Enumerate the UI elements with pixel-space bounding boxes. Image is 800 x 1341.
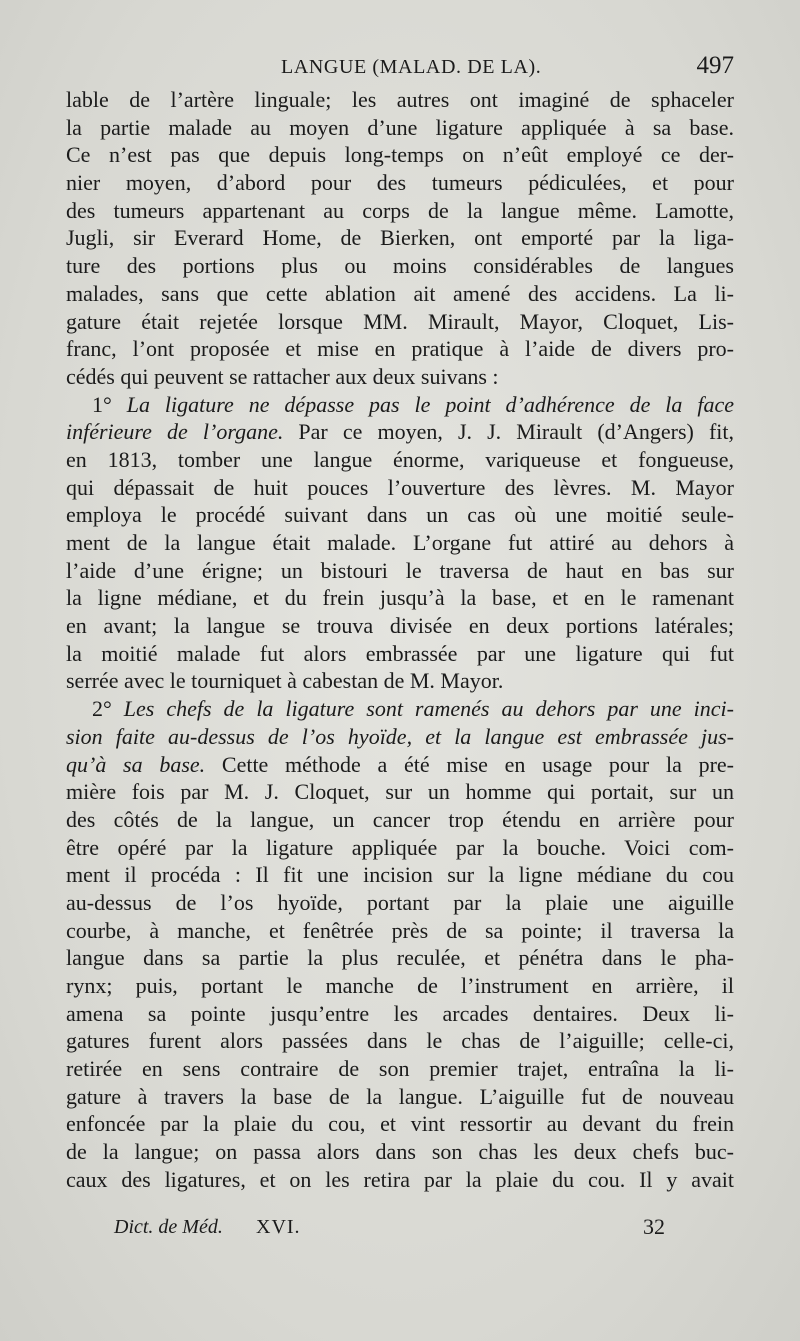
text-segment: la ligne médiane, et du frein jusqu’à la base, et en le ramenant bbox=[66, 585, 734, 611]
text-segment: Par ce moyen, J. J. Mirault (d’Angers) fit, bbox=[283, 419, 734, 445]
text-segment: franc, l’ont proposée et mise en pratique à l’aide de divers pro- bbox=[66, 336, 734, 362]
text-segment: ment de la langue était malade. L’organe fut attiré au dehors à bbox=[66, 530, 734, 555]
text-line bbox=[66, 1110, 734, 1138]
italic-text: sion faite au-dessus de l’os hyoïde, et la langue est embrassée jus- bbox=[66, 723, 734, 749]
text-line bbox=[66, 889, 734, 917]
text-segment: lable de l’artère linguale; les autres ont imaginé de sphaceler bbox=[66, 87, 734, 112]
text-segment: rynx; puis, portant le manche de l’instrument en arrière, il bbox=[66, 973, 734, 998]
text-line bbox=[66, 778, 734, 806]
text-segment: langue dans sa partie la plus reculée, et pénétra dans le pha- bbox=[66, 945, 734, 971]
text-line bbox=[66, 1083, 734, 1111]
text-line bbox=[66, 944, 734, 972]
text-line bbox=[66, 640, 734, 668]
text-segment: courbe, à manche, et fenêtrée près de sa pointe; il traversa la bbox=[66, 917, 734, 943]
text-segment: 2° bbox=[92, 696, 124, 722]
text-line bbox=[66, 141, 734, 169]
text-segment: Ce n’est pas que depuis long-temps on n’eût employé ce der- bbox=[66, 142, 734, 168]
text-segment: employa le procédé suivant dans un cas où une moitié seule- bbox=[66, 502, 734, 528]
text-segment: de la langue; on passa alors dans son chas les deux chefs buc- bbox=[66, 1139, 734, 1165]
text-segment: enfoncée par la plaie du cou, et vint ressortir au devant du frein bbox=[66, 1111, 734, 1137]
text-line bbox=[66, 806, 734, 834]
text-line bbox=[66, 1027, 734, 1055]
italic-text: qu’à sa base. bbox=[66, 751, 206, 777]
text-segment: l’aide d’une érigne; un bistouri le traversa de haut en bas sur bbox=[66, 557, 734, 583]
text-line bbox=[66, 474, 734, 502]
text-line bbox=[66, 501, 734, 529]
text-segment: gature à travers la base de la langue. L’aiguille fut de nouveau bbox=[66, 1083, 734, 1109]
text-segment: au-dessus de l’os hyoïde, portant par la plaie une aiguille bbox=[66, 889, 734, 915]
text-line bbox=[66, 280, 734, 308]
text-line bbox=[66, 695, 734, 723]
text-line bbox=[66, 169, 734, 197]
text-line bbox=[66, 114, 734, 142]
text-line bbox=[66, 1138, 734, 1166]
text-segment: Cette méthode a été mise en usage pour la pre- bbox=[205, 751, 734, 777]
text-line bbox=[66, 197, 734, 225]
italic-text: La ligature ne dépasse pas le point d’adhérence de la face bbox=[126, 391, 734, 417]
page-header bbox=[66, 50, 734, 84]
text-segment: des côtés de la langue, un cancer trop étendu en arrière pour bbox=[66, 806, 734, 832]
text-line bbox=[66, 1055, 734, 1083]
text-segment: la moitié malade fut alors embrassée par une ligature qui fut bbox=[66, 640, 734, 666]
text-segment: retirée en sens contraire de son premier trajet, entraîna la li- bbox=[66, 1056, 734, 1082]
text-line bbox=[66, 751, 734, 779]
text-segment: qui dépassait de huit pouces l’ouverture des lèvres. M. Mayor bbox=[66, 474, 734, 500]
text-line bbox=[66, 86, 734, 114]
text-segment: des tumeurs appartenant au corps de la langue même. Lamotte, bbox=[66, 197, 734, 223]
text-line bbox=[66, 612, 734, 640]
page-number: 497 bbox=[696, 52, 734, 79]
text-line bbox=[66, 917, 734, 945]
text-line bbox=[66, 667, 734, 695]
body-text bbox=[66, 86, 734, 1194]
text-line bbox=[66, 1000, 734, 1028]
text-line bbox=[66, 557, 734, 585]
signature-mark: 32 bbox=[643, 1214, 665, 1239]
text-segment: gature était rejetée lorsque MM. Mirault, Mayor, Cloquet, Lis- bbox=[66, 308, 734, 334]
text-segment: en avant; la langue se trouva divisée en deux portions latérales; bbox=[66, 613, 734, 639]
text-segment: ment il procéda : Il fit une incision sur la ligne médiane du cou bbox=[66, 862, 734, 888]
text-line bbox=[66, 335, 734, 363]
text-segment: être opéré par la ligature appliquée par la bouche. Voici com- bbox=[66, 834, 734, 860]
text-line bbox=[66, 861, 734, 889]
text-line bbox=[66, 529, 734, 557]
text-segment: Jugli, sir Everard Home, de Bierken, ont emporté par la liga- bbox=[66, 225, 734, 251]
text-segment: amena sa pointe jusqu’entre les arcades dentaires. Deux li- bbox=[66, 1000, 734, 1026]
text-segment: gatures furent alors passées dans le chas de l’aiguille; celle-ci, bbox=[66, 1028, 734, 1054]
text-line bbox=[66, 723, 734, 751]
text-line bbox=[66, 391, 734, 419]
text-segment: malades, sans que cette ablation ait amené des accidens. La li- bbox=[66, 280, 734, 306]
text-line bbox=[66, 1166, 734, 1194]
text-line bbox=[66, 308, 734, 336]
text-segment: nier moyen, d’abord pour des tumeurs pédiculées, et pour bbox=[66, 170, 734, 196]
footer-volume: XVI. bbox=[256, 1216, 301, 1238]
text-segment: la partie malade au moyen d’une ligature appliquée à sa base. bbox=[66, 114, 734, 140]
text-segment: caux des ligatures, et on les retira par la plaie du cou. Il y avait bbox=[66, 1166, 734, 1192]
running-title: LANGUE (MALAD. DE LA). bbox=[281, 56, 542, 78]
page-footer bbox=[66, 1216, 734, 1246]
text-line bbox=[66, 418, 734, 446]
text-line bbox=[66, 584, 734, 612]
text-segment: 1° bbox=[92, 391, 127, 417]
text-line bbox=[66, 252, 734, 280]
italic-text: Les chefs de la ligature sont ramenés au dehors par une inci- bbox=[123, 696, 734, 722]
footer-source: Dict. de Méd. bbox=[114, 1216, 223, 1238]
text-line bbox=[66, 363, 734, 391]
italic-text: inférieure de l’organe. bbox=[66, 419, 284, 445]
text-line bbox=[66, 834, 734, 862]
text-segment: en 1813, tomber une langue énorme, variqueuse et fongueuse, bbox=[66, 446, 734, 472]
text-line bbox=[66, 972, 734, 1000]
text-segment: cédés qui peuvent se rattacher aux deux suivans : bbox=[66, 363, 499, 389]
text-line bbox=[66, 446, 734, 474]
text-line bbox=[66, 224, 734, 252]
text-segment: mière fois par M. J. Cloquet, sur un homme qui portait, sur un bbox=[66, 779, 734, 805]
text-segment: serrée avec le tourniquet à cabestan de M. Mayor. bbox=[66, 668, 504, 694]
text-segment: ture des portions plus ou moins considérables de langues bbox=[66, 253, 734, 279]
